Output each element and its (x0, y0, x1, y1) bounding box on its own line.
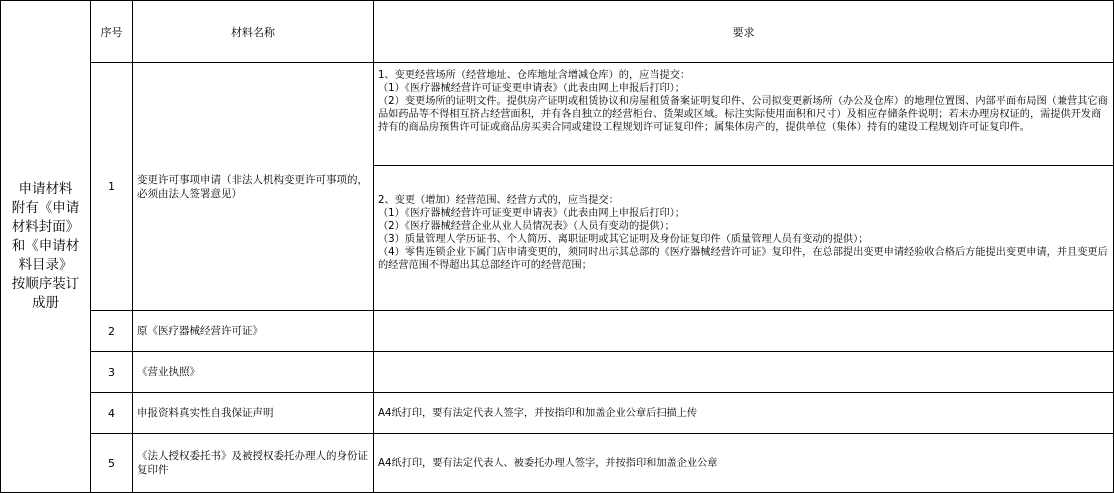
row-5-name-text: 《法人授权委托书》及被授权委托办理人的身份证复印件 (137, 450, 368, 476)
grid-line (373, 165, 1114, 166)
row-1-requirement-b: 2、变更（增加）经营范围、经营方式的，应当提交： （1）《医疗器械经营许可证变更申请表》（此表由网上申报后打印）； （2）《医疗器械经营企业从业人员情况表》（人员有变动的提供）； （3）质量管理人学历证书、个人简历、离职证明或其它证明及身份证复印件（质量管理人员有变动的提供）； （4）零售连锁企业下属门店申请变更的，须同时出示其总部的《医疗器械经营许可证》复印件，在总部提出变更申请经验收合格后方能提出变更申请，并且变更后的经营范围不得超出其总部经许可的经营范围； (378, 195, 1108, 271)
row-1-name-text: 变更许可事项申请（非法人机构变更许可事项的，必须由法人签署意见） (137, 173, 368, 200)
row-3-name (133, 352, 373, 392)
header-material-name: 材料名称 (231, 25, 275, 39)
row-3-requirement (374, 352, 1113, 392)
row-4-requirement: A4纸打印，要有法定代表人签字，并按指印和加盖企业公章后扫描上传 (378, 407, 698, 419)
row-5-name (133, 434, 373, 492)
row-2-requirement (374, 311, 1113, 351)
row-3-seq: 3 (108, 365, 115, 379)
row-2-name-text: 原《医疗器械经营许可证》 (137, 325, 263, 337)
row-4-name-text: 申报资料真实性自我保证声明 (137, 407, 274, 419)
row-2-name (133, 311, 373, 351)
row-4-name (133, 393, 373, 433)
side-note-text: 申请材料 附有《申请 材料封面》 和《申请材 料目录》 按顺序装订 成册 (11, 181, 80, 311)
header-seq: 序号 (100, 25, 123, 39)
row-1-requirement-a: 1、变更经营场所（经营地址、仓库地址含增减仓库）的，应当提交： （1）《医疗器械经营许可证变更申请表》（此表由网上申报后打印）； （2）变更场所的证明文件。提供房产证明或租赁协议和房屋租赁备案证明复印件、公司拟变更新场所（办公及仓库）的地理位置图、内部平面布局图（兼营其它商品如药品等不得相互挤占经营面积，并有各自独立的经营柜台、货架或区域。标注实际使用面积和尺寸）及相应存储条件说明；若未办理房权证的，需提供开发商持有的商品房预售许可证或商品房买卖合同或建设工程规划许可证复印件；属集体房产的，提供单位（集体）持有的建设工程规划许可证复印件。 (378, 70, 1108, 133)
row-3-name-text: 《营业执照》 (137, 366, 200, 378)
row-2-seq: 2 (108, 324, 115, 338)
side-note (1, 1, 90, 492)
row-1-name (133, 63, 373, 310)
row-4-seq: 4 (108, 406, 115, 420)
row-1-seq: 1 (108, 180, 115, 193)
row-5-seq: 5 (108, 456, 115, 470)
header-requirement: 要求 (732, 25, 755, 39)
row-5-requirement: A4纸打印，要有法定代表人、被委托办理人签字，并按指印和加盖企业公章 (378, 457, 718, 469)
